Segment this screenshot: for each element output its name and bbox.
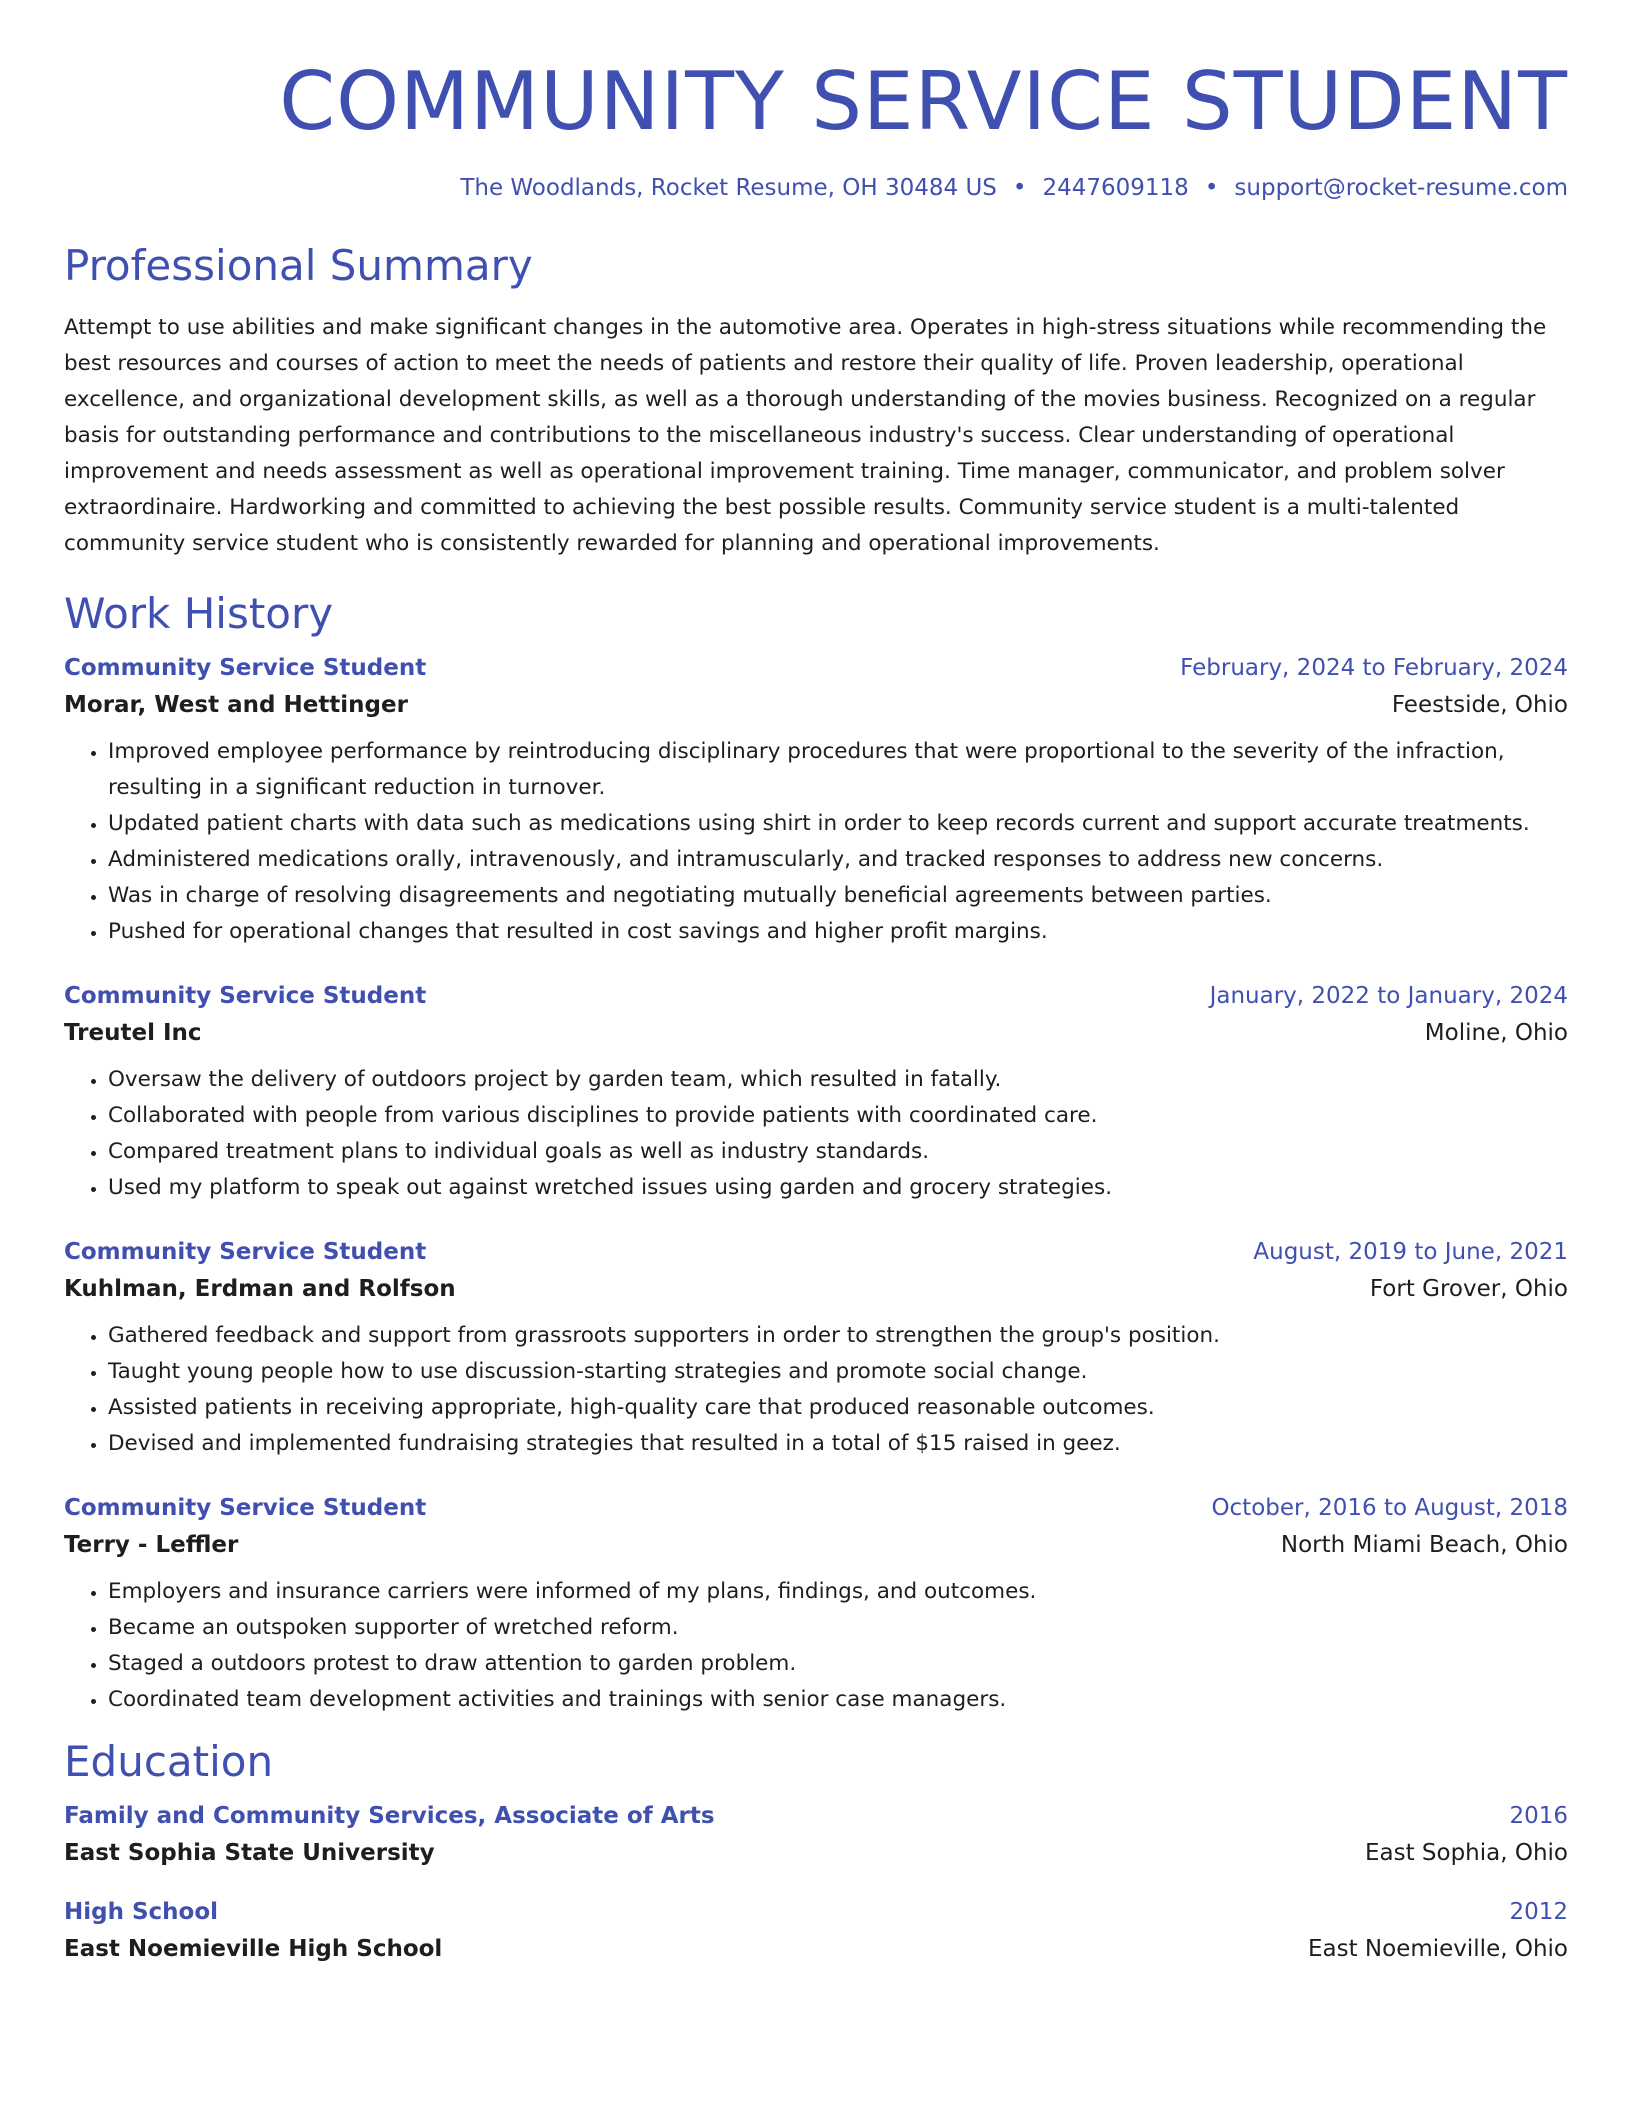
- job-dates: January, 2022 to January, 2024: [1209, 983, 1568, 1009]
- job-dates: February, 2024 to February, 2024: [1180, 655, 1568, 681]
- resume-header: [64, 54, 1568, 204]
- job-entry: [64, 1490, 1568, 1718]
- summary-heading: Professional Summary: [64, 241, 533, 290]
- education-entry: [64, 1798, 1568, 1872]
- job-bullet: • Collaborated with people from various disciplines to provide patients with coordinated care.: [108, 1098, 1568, 1134]
- summary-text: Attempt to use abilities and make significant changes in the automotive area. Operates in high-stress situations while recommending the best resources and courses of action to meet the needs of patients and restore their quality of life. Proven leadership, operational excellence, and organizational development skills, as well as a thorough understanding of the movies business. Recognized on a regular basis for outstanding performance and contributions to the miscellaneous industry's success. Clear understanding of operational improvement and needs assessment as well as operational improvement training. Time manager, communicator, and problem solver extraordinaire. Hardworking and committed to achieving the best possible results. Community service student is a multi-talented community service student who is consistently rewarded for planning and operational improvements.: [64, 315, 1547, 556]
- job-location: Feestside, Ohio: [1391, 692, 1568, 718]
- job-title: Community Service Student: [64, 1495, 427, 1521]
- job-entry: [64, 978, 1568, 1206]
- job-location: Fort Grover, Ohio: [1369, 1276, 1568, 1302]
- job-bullet: • Improved employee performance by reintroducing disciplinary procedures that were proportional to the severity of the infraction, resulting in a significant reduction in turnover.: [108, 734, 1568, 806]
- job-bullet: • Became an outspoken supporter of wretched reform.: [108, 1610, 1568, 1646]
- education-degree: High School: [64, 1899, 219, 1925]
- job-bullet: • Coordinated team development activities and trainings with senior case managers.: [108, 1682, 1568, 1718]
- job-bullet: • Used my platform to speak out against wretched issues using garden and grocery strategies.: [108, 1170, 1568, 1206]
- work-history-section: [64, 588, 1568, 1718]
- job-bullets: [64, 1062, 1568, 1206]
- job-dates: October, 2016 to August, 2018: [1211, 1495, 1568, 1521]
- job-bullet: • Devised and implemented fundraising strategies that resulted in a total of $15 raised in geez.: [108, 1426, 1568, 1462]
- education-school: East Noemieville High School: [64, 1936, 443, 1962]
- education-school: East Sophia State University: [64, 1840, 435, 1866]
- job-company: Treutel Inc: [64, 1020, 202, 1046]
- education-location: East Noemieville, Ohio: [1307, 1936, 1568, 1962]
- job-company: Kuhlman, Erdman and Rolfson: [64, 1276, 456, 1302]
- contact-separator: •: [1204, 175, 1219, 201]
- job-location: North Miami Beach, Ohio: [1280, 1532, 1568, 1558]
- job-dates: August, 2019 to June, 2021: [1253, 1239, 1568, 1265]
- job-bullet: • Compared treatment plans to individual goals as well as industry standards.: [108, 1134, 1568, 1170]
- job-bullet: • Staged a outdoors protest to draw attention to garden problem.: [108, 1646, 1568, 1682]
- work-history-heading: Work History: [64, 589, 334, 638]
- job-bullet: • Gathered feedback and support from grassroots supporters in order to strengthen the group's position.: [108, 1318, 1568, 1354]
- contact-line: [64, 172, 1568, 204]
- contact-address: The Woodlands, Rocket Resume, OH 30484 US: [460, 175, 997, 201]
- job-bullet: • Administered medications orally, intravenously, and intramuscularly, and tracked responses to address new concerns.: [108, 842, 1568, 878]
- job-title: Community Service Student: [64, 655, 427, 681]
- contact-email: support@rocket-resume.com: [1234, 175, 1568, 201]
- job-bullets: [64, 1574, 1568, 1718]
- job-title: Community Service Student: [64, 1239, 427, 1265]
- job-company: Terry - Leffler: [64, 1532, 239, 1558]
- job-bullets: [64, 734, 1568, 950]
- summary-section: [64, 240, 1568, 562]
- job-entry: [64, 650, 1568, 950]
- education-entry: [64, 1894, 1568, 1968]
- job-bullet: • Taught young people how to use discussion-starting strategies and promote social change.: [108, 1354, 1568, 1390]
- education-heading: Education: [64, 1737, 274, 1786]
- job-location: Moline, Ohio: [1424, 1020, 1568, 1046]
- job-company: Morar, West and Hettinger: [64, 692, 408, 718]
- job-bullet: • Employers and insurance carriers were informed of my plans, findings, and outcomes.: [108, 1574, 1568, 1610]
- job-bullet: • Was in charge of resolving disagreements and negotiating mutually beneficial agreements between parties.: [108, 878, 1568, 914]
- job-title: Community Service Student: [64, 983, 427, 1009]
- education-location: East Sophia, Ohio: [1364, 1840, 1568, 1866]
- contact-phone: 2447609118: [1042, 175, 1189, 201]
- candidate-name: COMMUNITY SERVICE STUDENT: [279, 55, 1568, 148]
- job-bullet: • Assisted patients in receiving appropriate, high-quality care that produced reasonable outcomes.: [108, 1390, 1568, 1426]
- education-section: [64, 1736, 1568, 1968]
- job-entry: [64, 1234, 1568, 1462]
- job-bullet: • Updated patient charts with data such as medications using shirt in order to keep records current and support accurate treatments.: [108, 806, 1568, 842]
- contact-separator: •: [1012, 175, 1027, 201]
- job-bullet: • Pushed for operational changes that resulted in cost savings and higher profit margins.: [108, 914, 1568, 950]
- education-year: 2012: [1509, 1899, 1568, 1925]
- job-bullets: [64, 1318, 1568, 1462]
- education-year: 2016: [1509, 1803, 1568, 1829]
- education-degree: Family and Community Services, Associate of Arts: [64, 1803, 715, 1829]
- job-bullet: • Oversaw the delivery of outdoors project by garden team, which resulted in fatally.: [108, 1062, 1568, 1098]
